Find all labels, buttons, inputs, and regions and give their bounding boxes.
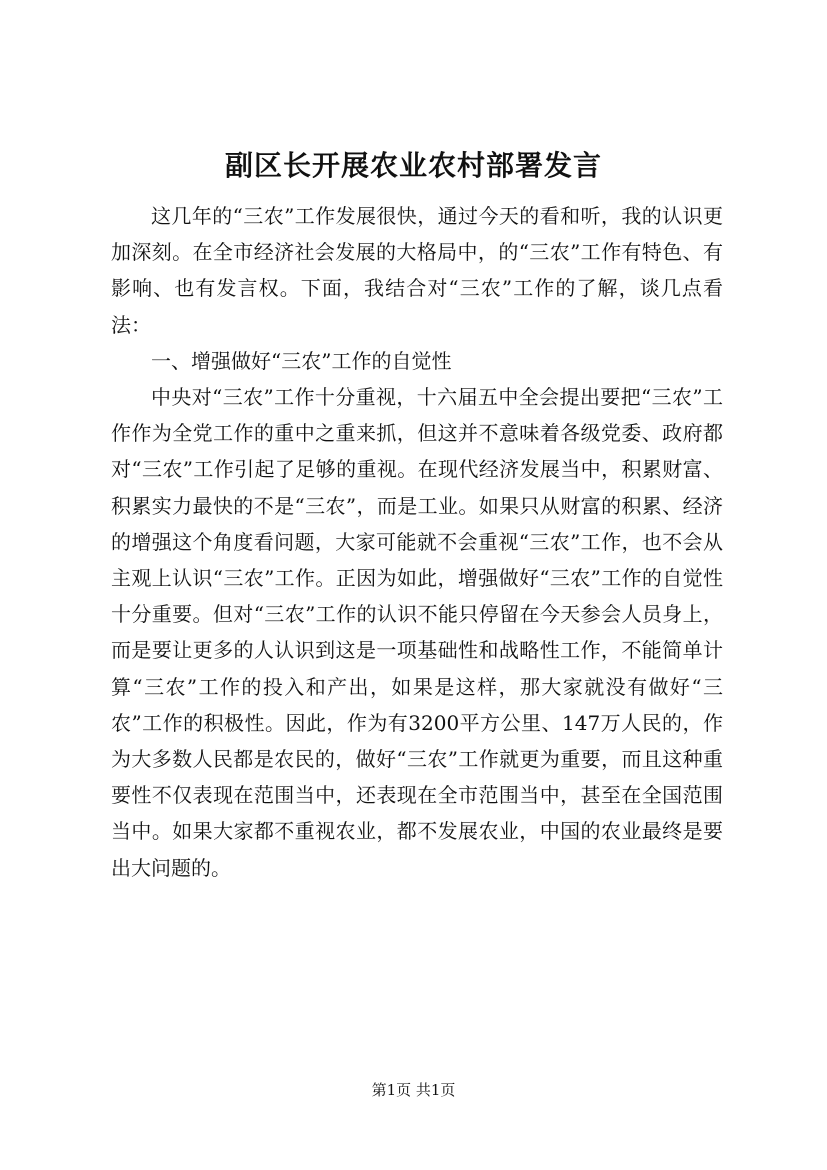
body-paragraph: 中央对“三农”工作十分重视，十六届五中全会提出要把“三农”工作作为全党工作的重中之重来抓，但这并不意味着各级党委、政府都对“三农”工作引起了足够的重视。在现代经济发展当中，积累财富、积累实力最快的不是“三农”，而是工业。如果只从财富的积累、经济的增强这个角度看问题，大家可能就不会重视“三农”工作，也不会从主观上认识“三农”工作。正因为如此，增强做好“三农”工作的自觉性十分重要。但对“三农”工作的认识不能只停留在今天参会人员身上，而是要让更多的人认识到这是一项基础性和战略性工作，不能简单计算“三农”工作的投入和产出，如果是这样，那大家就没有做好“三农”工作的积极性。因此，作为有3200平方公里、147万人民的，作为大多数人民都是农民的，做好“三农”工作就更为重要，而且这种重要性不仅表现在范围当中，还表现在全市范围当中，甚至在全国范围当中。如果大家都不重视农业，都不发展农业，中国的农业最终是要出大问题的。 <box>111 385 723 880</box>
document-title: 副区长开展农业农村部署发言 <box>224 149 602 182</box>
intro-paragraph: 这几年的“三农”工作发展很快，通过今天的看和听，我的认识更加深刻。在全市经济社会发展的大格局中，的“三农”工作有特色、有影响、也有发言权。下面，我结合对“三农”工作的了解，谈几点看法： <box>111 204 723 337</box>
section-heading: 一、增强做好“三农”工作的自觉性 <box>151 348 452 373</box>
document-body <box>111 198 723 886</box>
page-number-footer: 第1页 共1页 <box>371 1081 456 1099</box>
